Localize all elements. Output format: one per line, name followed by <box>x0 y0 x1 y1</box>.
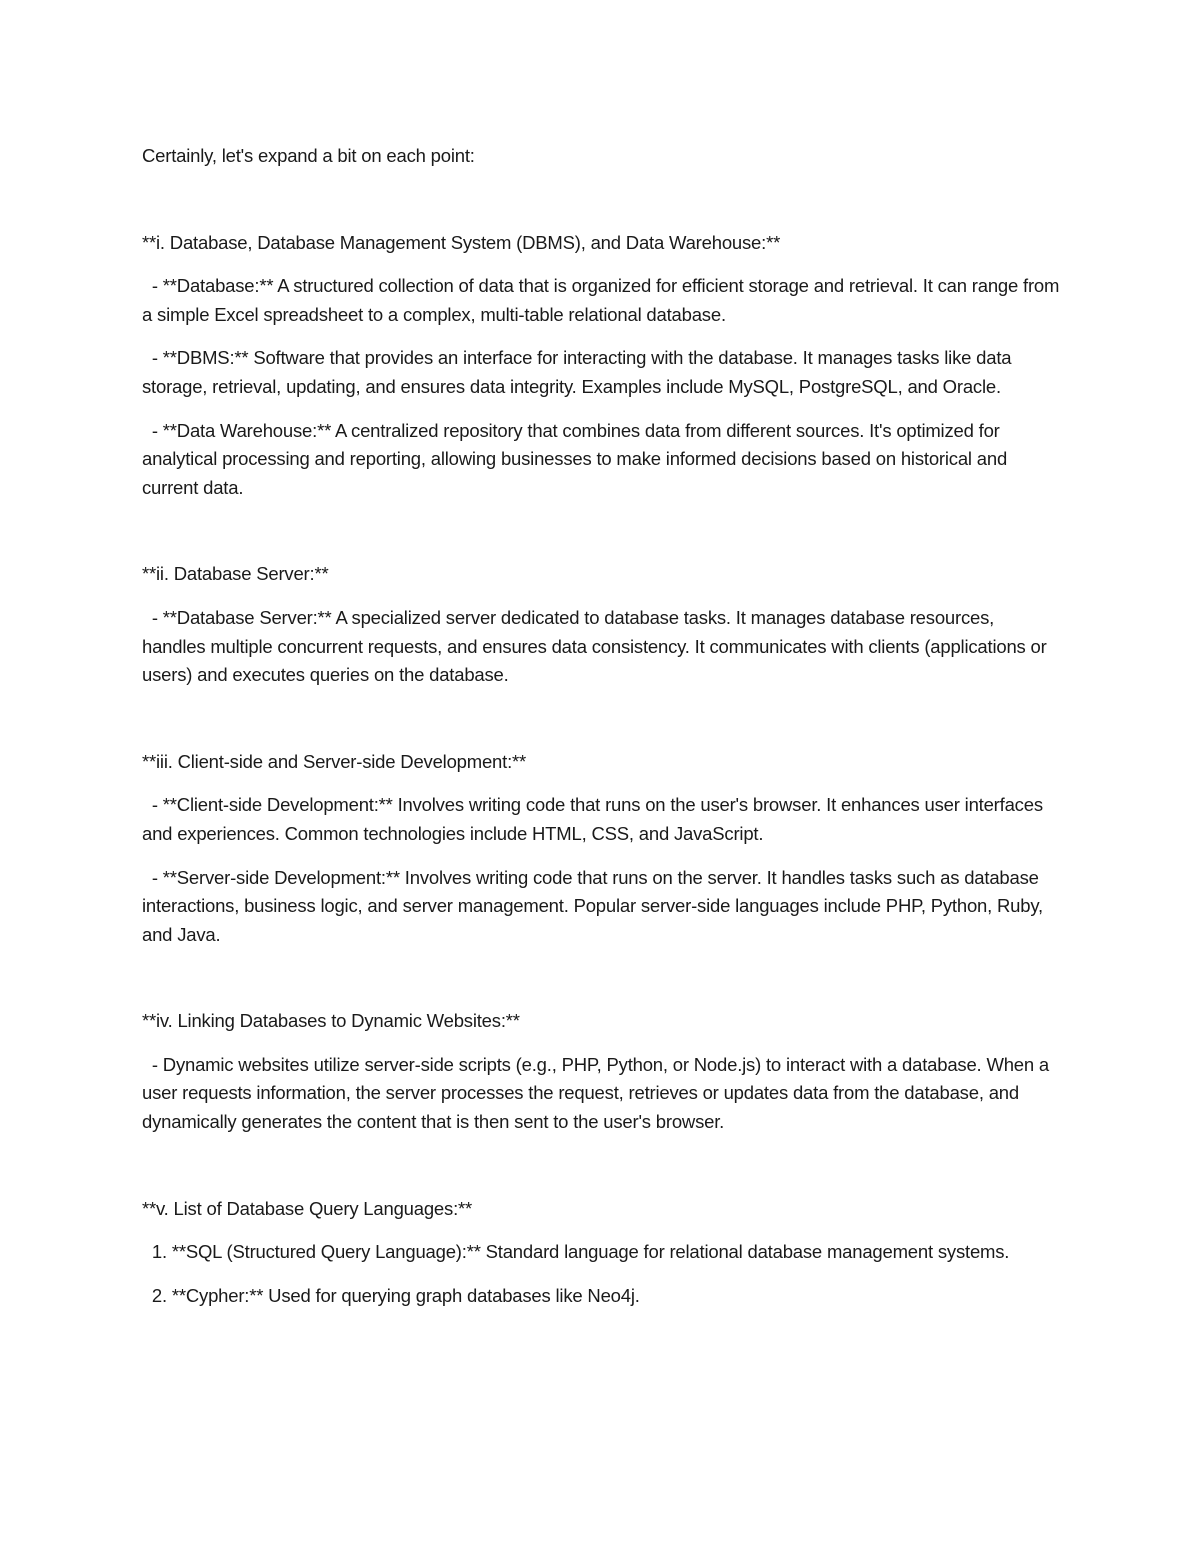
document-body <box>142 142 1065 1325</box>
section-heading-iii: **iii. Client-side and Server-side Development:** <box>142 750 527 772</box>
section-heading-v: **v. List of Database Query Languages:** <box>142 1197 473 1219</box>
list-item-database: - **Database:** A structured collection of data that is organized for efficient storage and retrieval. It can range from a simple Excel spreadsheet to a complex, multi-table relational database. <box>142 275 1065 325</box>
section-heading-ii: **ii. Database Server:** <box>142 563 329 585</box>
list-item-client-side: - **Client-side Development:** Involves writing code that runs on the user's browser. It enhances user interfaces and experiences. Common technologies include HTML, CSS, and JavaScript. <box>142 794 1048 844</box>
list-item-cypher: 2. **Cypher:** Used for querying graph databases like Neo4j. <box>142 1284 640 1306</box>
list-item-dbms: - **DBMS:** Software that provides an interface for interacting with the database. It manages tasks like data storage, retrieval, updating, and ensures data integrity. Examples include MySQL, PostgreSQL, and Oracle. <box>142 347 1017 397</box>
section-heading-i: **i. Database, Database Management System (DBMS), and Data Warehouse:** <box>142 231 781 253</box>
section-heading-iv: **iv. Linking Databases to Dynamic Websites:** <box>142 1010 520 1032</box>
list-item-dynamic-websites: - Dynamic websites utilize server-side scripts (e.g., PHP, Python, or Node.js) to interact with a database. When a user requests information, the server processes the request, retrieves or updates data from the database, and dynamically generates the content that is then sent to the user's browser. <box>142 1053 1054 1133</box>
list-item-data-warehouse: - **Data Warehouse:** A centralized repository that combines data from different sources. It's optimized for analytical processing and reporting, allowing businesses to make informed decisions based on historical and current data. <box>142 419 1012 498</box>
list-item-database-server: - **Database Server:** A specialized server dedicated to database tasks. It manages database resources, handles multiple concurrent requests, and ensures data consistency. It communicates with clients (applications or users) and executes queries on the database. <box>142 606 1052 686</box>
list-item-server-side: - **Server-side Development:** Involves writing code that runs on the server. It handles tasks such as database interactions, business logic, and server management. Popular server-side languages include PHP, Python, Ruby, and Java. <box>142 866 1048 945</box>
intro-paragraph: Certainly, let's expand a bit on each point: <box>142 145 475 166</box>
list-item-sql: 1. **SQL (Structured Query Language):** Standard language for relational database management systems. <box>142 1241 1010 1263</box>
